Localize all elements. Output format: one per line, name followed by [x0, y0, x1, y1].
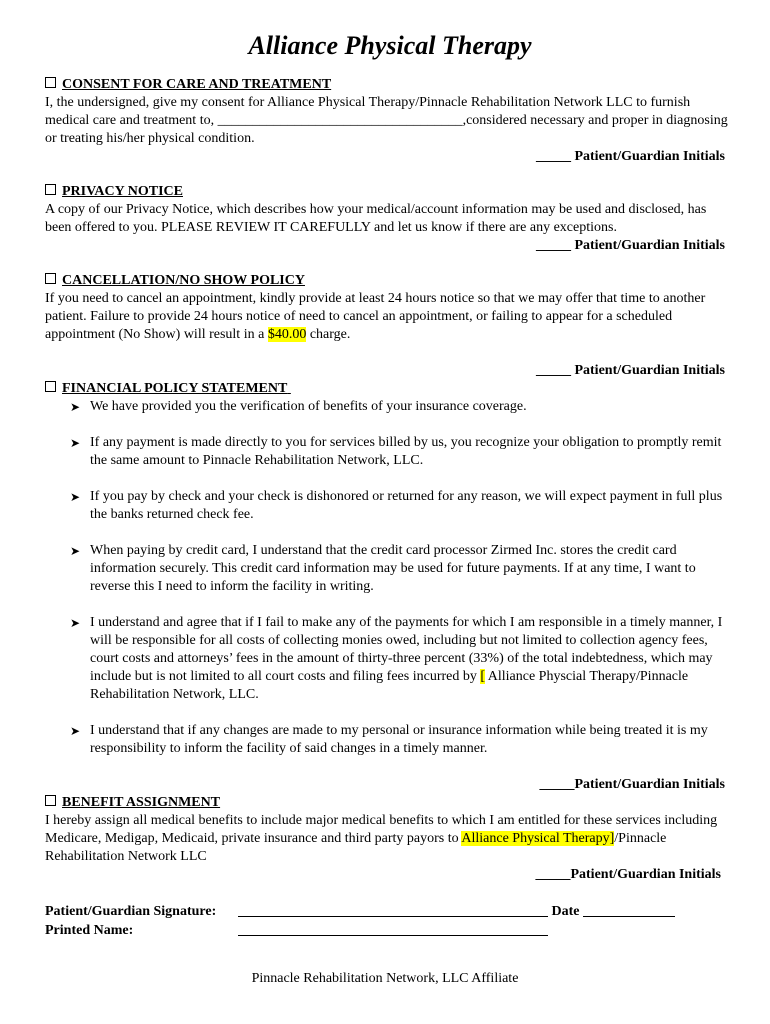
printed-name-row — [45, 921, 735, 940]
patient-name-blank[interactable]: ___________________________________ — [217, 113, 463, 128]
list-item — [70, 542, 735, 596]
highlight-bracket: [ — [480, 669, 486, 684]
privacy-initials — [45, 237, 725, 255]
financial-checkbox[interactable] — [45, 381, 56, 392]
initials-label: Patient/Guardian Initials — [574, 363, 725, 378]
printed-name-field[interactable] — [238, 921, 548, 936]
initials-label: Patient/Guardian Initials — [570, 867, 721, 882]
cancellation-text-part2: charge. — [306, 327, 351, 342]
cancellation-heading — [45, 272, 735, 290]
benefit-initials — [45, 866, 721, 884]
cancellation-section — [45, 272, 735, 380]
arrow-bullet-icon: ➤ — [70, 490, 81, 504]
consent-checkbox[interactable] — [45, 77, 56, 88]
initials-label: Patient/Guardian Initials — [574, 238, 725, 253]
consent-initials-blank[interactable]: _____ — [535, 149, 571, 164]
cancellation-initials — [45, 362, 725, 380]
consent-text-part2: ,considered necessary and proper in diagnosing or treating his/her physical condition. — [45, 113, 728, 146]
arrow-bullet-icon: ➤ — [70, 436, 81, 450]
page-title: Alliance Physical Therapy — [248, 31, 532, 60]
cancellation-checkbox[interactable] — [45, 273, 56, 284]
financial-bullet-text: I understand and agree that if I fail to make any of the payments for which I am responsible in a timely manner, I will be responsible for all costs of collecting monies owed, including but not limited to collection agency fees, court costs and attorneys’ fees in the amount of thirty-three percent (33%) of the total indebtedness, which may include but is not limited to all court costs and filing fees incurred by — [90, 615, 723, 684]
consent-section — [45, 76, 735, 166]
financial-bullet-text: I understand that if any changes are made to my personal or insurance information while being treated it is my responsibility to inform the facility of said changes in a timely manner. — [90, 723, 708, 756]
footer-affiliate: Pinnacle Rehabilitation Network, LLC Affiliate — [251, 971, 519, 986]
financial-bullet-text-end: Alliance Physcial Therapy/Pinnacle Rehabilitation Network, LLC. — [90, 669, 689, 702]
financial-bullet-text: If any payment is made directly to you for services billed by us, you recognize your obligation to promptly remit the same amount to Pinnacle Rehabilitation Network, LLC. — [90, 435, 722, 468]
consent-text — [45, 94, 735, 148]
benefit-heading — [45, 794, 735, 812]
financial-bullet-text: We have provided you the verification of benefits of your insurance coverage. — [90, 399, 527, 414]
privacy-heading — [45, 183, 735, 201]
benefit-text-part1: I hereby assign all medical benefits to include major medical benefits to which I am entitled for these services including Medicare, Medigap, Medicaid, private insurance and third party payors to — [45, 813, 718, 846]
date-label: Date — [551, 904, 580, 919]
arrow-bullet-icon: ➤ — [70, 400, 81, 414]
initials-label: Patient/Guardian Initials — [574, 777, 725, 792]
benefit-text — [45, 812, 735, 866]
list-item — [70, 434, 735, 470]
cancellation-text — [45, 290, 735, 344]
highlight-provider-name: Alliance Physical Therapy] — [461, 831, 615, 846]
consent-heading-label: CONSENT FOR CARE AND TREATMENT — [62, 77, 332, 92]
signature-field[interactable] — [238, 902, 548, 917]
financial-bullet-text: If you pay by check and your check is dishonored or returned for any reason, we will expect payment in full plus the banks returned check fee. — [90, 489, 723, 522]
cancellation-initials-blank[interactable]: _____ — [535, 363, 571, 378]
financial-bullet-list — [45, 398, 735, 758]
benefit-initials-blank[interactable]: _____ — [535, 867, 571, 882]
consent-text-part1: I, the undersigned, give my consent for Alliance Physical Therapy/Pinnacle Rehabilitation Network LLC to furnish medical care and treatment to, — [45, 95, 691, 128]
benefit-text-part2: /Pinnacle Rehabilitation Network LLC — [45, 831, 667, 864]
financial-heading-label: FINANCIAL POLICY STATEMENT — [62, 381, 288, 396]
cancellation-heading-label: CANCELLATION/NO SHOW POLICY — [62, 273, 305, 288]
arrow-bullet-icon: ➤ — [70, 724, 81, 738]
financial-section — [45, 380, 735, 794]
date-field[interactable] — [583, 902, 675, 917]
arrow-bullet-icon: ➤ — [70, 544, 81, 558]
benefit-checkbox[interactable] — [45, 795, 56, 806]
list-item — [70, 722, 735, 758]
privacy-initials-blank[interactable]: _____ — [535, 238, 571, 253]
signature-label: Patient/Guardian Signature: — [45, 904, 217, 919]
no-show-fee: $40.00 — [267, 327, 307, 342]
privacy-text: A copy of our Privacy Notice, which describes how your medical/account information may be used and disclosed, has been offered to you. PLEASE REVIEW IT CAREFULLY and let us know if there are any exceptions. — [45, 202, 707, 235]
initials-label: Patient/Guardian Initials — [574, 149, 725, 164]
list-item — [70, 614, 735, 704]
privacy-heading-label: PRIVACY NOTICE — [62, 184, 183, 199]
privacy-section — [45, 183, 735, 255]
privacy-checkbox[interactable] — [45, 184, 56, 195]
financial-bullet-text: When paying by credit card, I understand that the credit card processor Zirmed Inc. stores the credit card information securely. This credit card information may be used for future payments. If at any time, I want to reverse this I need to inform the facility in writing. — [90, 543, 696, 594]
cancellation-text-part1: If you need to cancel an appointment, kindly provide at least 24 hours notice so that we may offer that time to another patient. Failure to provide 24 hours notice of need to cancel an appointment, or failing to appear for a scheduled appointment (No Show) will result in a — [45, 291, 706, 342]
financial-heading — [45, 380, 735, 398]
financial-initials-blank[interactable]: _____ — [539, 777, 575, 792]
financial-initials — [45, 776, 725, 794]
signature-row — [45, 902, 735, 921]
consent-heading — [45, 76, 735, 94]
form-page — [45, 30, 735, 940]
arrow-bullet-icon: ➤ — [70, 616, 81, 630]
benefit-section — [45, 794, 735, 884]
list-item — [70, 398, 735, 416]
consent-initials — [45, 148, 725, 166]
printed-name-label: Printed Name: — [45, 923, 134, 938]
benefit-heading-label: BENEFIT ASSIGNMENT — [62, 795, 221, 810]
list-item — [70, 488, 735, 524]
